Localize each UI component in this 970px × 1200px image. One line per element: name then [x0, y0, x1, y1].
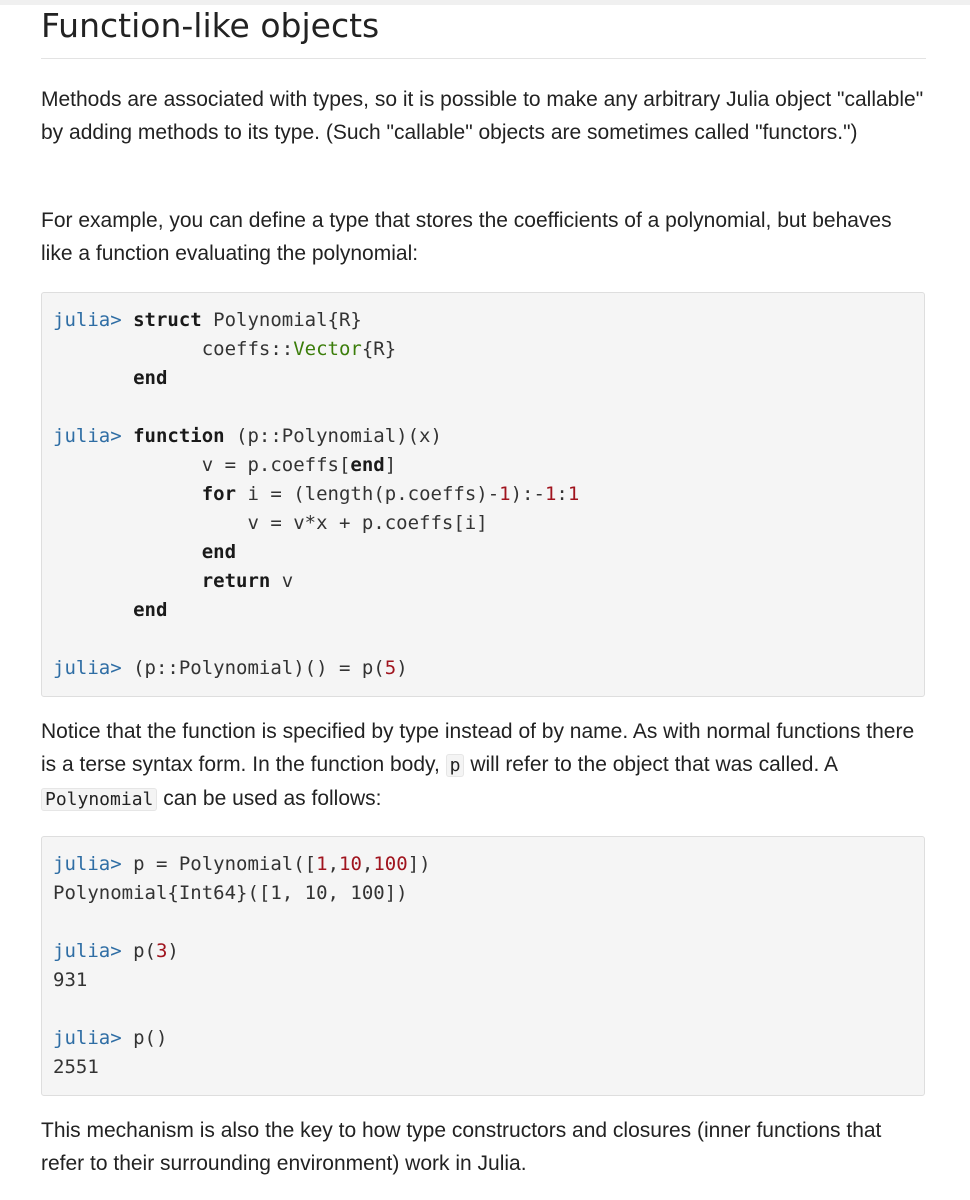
- code-line: [53, 966, 913, 995]
- code-token: 1: [544, 483, 557, 505]
- code-token: 1: [316, 853, 328, 875]
- code-line: [53, 306, 913, 335]
- code-token: Vector: [293, 338, 362, 360]
- code-token: 1: [499, 483, 511, 505]
- code-line: [53, 364, 913, 393]
- code-line: [53, 509, 913, 538]
- code-token: {R}: [361, 338, 397, 360]
- heading-divider: [41, 58, 926, 59]
- code-line: [53, 625, 913, 654]
- code-token: coeffs::: [53, 338, 294, 360]
- code-token: v = v*x + p.coeffs[i]: [53, 512, 488, 534]
- code-token: :: [556, 483, 568, 505]
- code-line: [53, 567, 913, 596]
- repl-prompt: julia>: [53, 853, 134, 875]
- code-token: function: [133, 425, 225, 447]
- repl-prompt: julia>: [53, 657, 134, 679]
- code-token: end: [133, 367, 168, 389]
- example-paragraph: For example, you can define a type that stores the coefficients of a polynomial, but behaves like a function evaluating the polynomial:: [41, 209, 892, 265]
- code-line: [53, 1053, 913, 1082]
- code-token: [53, 599, 133, 621]
- repl-prompt: julia>: [53, 425, 134, 447]
- mechanism-paragraph: This mechanism is also the key to how type constructors and closures (inner functions that refer to their surrounding environment) work in Julia.: [41, 1119, 882, 1175]
- code-line: [53, 850, 913, 879]
- code-token: struct: [133, 309, 202, 331]
- code-token: p = Polynomial([: [133, 853, 317, 875]
- code-line: [53, 596, 913, 625]
- code-token: [53, 367, 133, 389]
- notice-text-1: Notice that the function is specified by type instead of by name. As with normal functions there is a terse syntax form. In the function body,: [41, 720, 915, 776]
- code-token: [53, 570, 202, 592]
- code-line: [53, 1024, 913, 1053]
- code-line: [53, 654, 913, 683]
- code-line: [53, 995, 913, 1024]
- code-token: 931: [53, 969, 88, 991]
- code-token: v: [270, 570, 294, 592]
- code-token: 10: [339, 853, 362, 875]
- code-token: ): [167, 940, 179, 962]
- usage-code-block[interactable]: [41, 836, 925, 1096]
- code-token: ,: [327, 853, 340, 875]
- code-token: ]): [407, 853, 431, 875]
- inline-code-polynomial: Polynomial: [41, 788, 157, 811]
- code-token: 3: [155, 940, 168, 962]
- code-token: 1: [567, 483, 580, 505]
- code-token: end: [201, 541, 237, 563]
- code-token: p(: [133, 940, 156, 962]
- code-token: p(): [133, 1027, 168, 1049]
- code-line: [53, 538, 913, 567]
- code-token: 100: [373, 853, 408, 875]
- section-heading: Function-like objects: [41, 6, 380, 45]
- code-line: [53, 335, 913, 364]
- code-token: ):-: [510, 483, 545, 505]
- polynomial-code-block[interactable]: [41, 292, 925, 697]
- inline-code-p: p: [446, 754, 465, 777]
- notice-paragraph: [41, 715, 926, 816]
- repl-prompt: julia>: [53, 309, 134, 331]
- code-token: Polynomial{R}: [201, 309, 362, 331]
- code-token: v = p.coeffs[: [53, 454, 351, 476]
- code-token: 5: [384, 657, 397, 679]
- code-token: ): [396, 657, 408, 679]
- code-token: 2551: [53, 1056, 99, 1078]
- code-line: [53, 937, 913, 966]
- code-token: [53, 541, 202, 563]
- repl-prompt: julia>: [53, 940, 134, 962]
- code-token: return: [201, 570, 271, 592]
- code-token: ]: [384, 454, 397, 476]
- code-line: [53, 480, 913, 509]
- code-token: Polynomial{Int64}([1, 10, 100]): [53, 882, 408, 904]
- notice-text-2: will refer to the object that was called. A: [464, 753, 837, 776]
- intro-paragraph: Methods are associated with types, so it is possible to make any arbitrary Julia object "callable" by adding methods to its type. (Such "callable" objects are sometimes called "functors."): [41, 88, 924, 144]
- code-line: [53, 908, 913, 937]
- code-token: (p::Polynomial)(x): [224, 425, 442, 447]
- code-token: ,: [361, 853, 374, 875]
- code-token: (p::Polynomial)() = p(: [133, 657, 385, 679]
- code-token: end: [133, 599, 168, 621]
- code-line: [53, 451, 913, 480]
- repl-prompt: julia>: [53, 1027, 134, 1049]
- code-token: for: [201, 483, 237, 505]
- code-line: [53, 393, 913, 422]
- code-token: i = (length(p.coeffs)-: [236, 483, 500, 505]
- code-token: end: [350, 454, 385, 476]
- code-line: [53, 879, 913, 908]
- notice-text-3: can be used as follows:: [157, 787, 382, 810]
- code-token: [53, 483, 202, 505]
- code-line: [53, 422, 913, 451]
